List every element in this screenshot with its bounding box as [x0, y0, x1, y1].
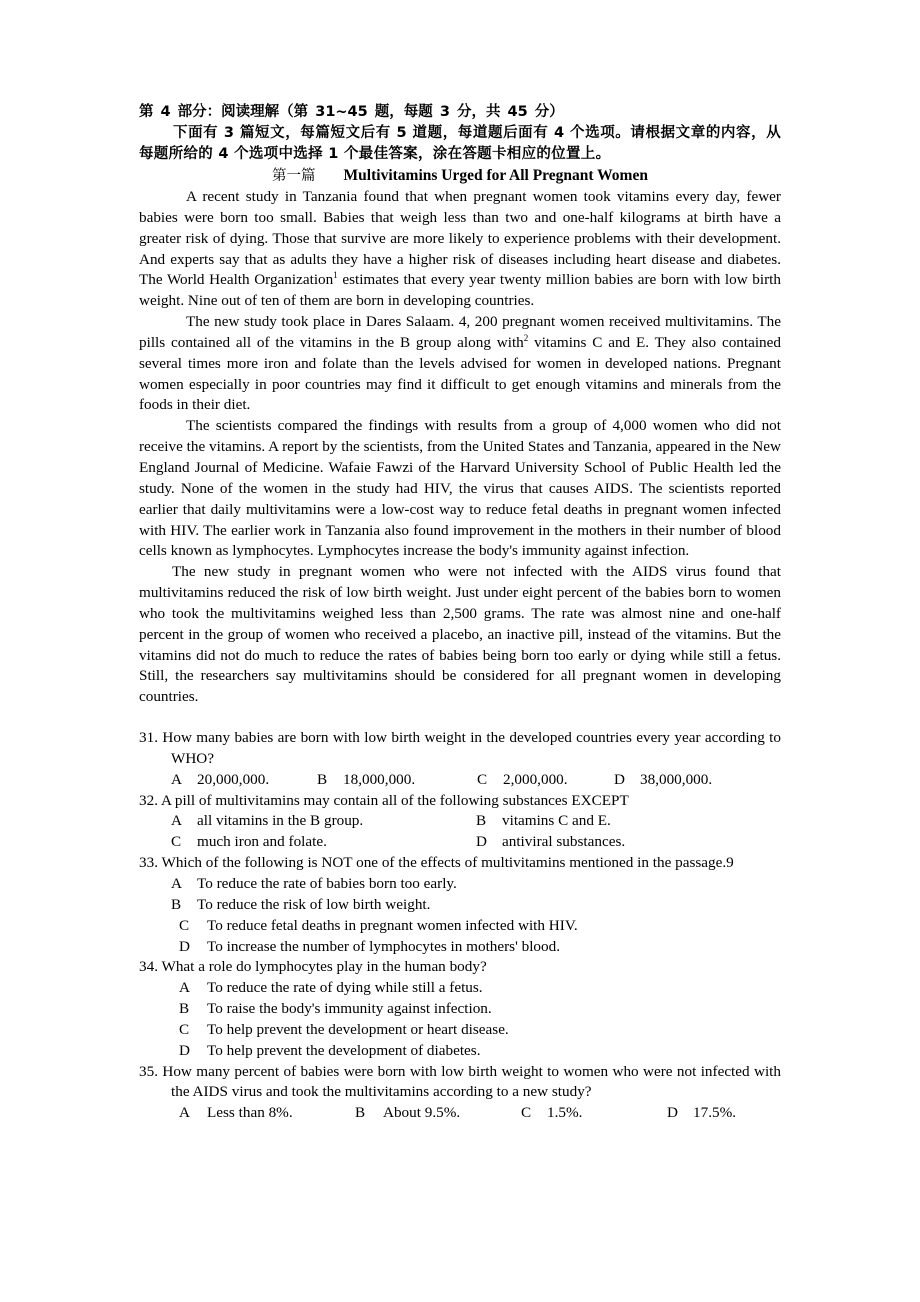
option-c[interactable] [171, 832, 476, 853]
option-text: 18,000,000. [343, 770, 416, 788]
passage-title-text: Multivitamins Urged for All Pregnant Women [343, 167, 648, 184]
question-31 [139, 728, 781, 791]
option-text: To reduce fetal deaths in pregnant women infected with HIV. [207, 916, 578, 934]
option-letter: A [179, 1104, 190, 1122]
option-text: To reduce the rate of dying while still a fetus. [207, 979, 483, 997]
option-text: vitamins C and E. [502, 812, 611, 830]
option-letter: A [171, 875, 182, 892]
question-stem: 35. How many percent of babies were born with low birth weight to women who were not infected with the AIDS virus and took the multivitamins according to a new study? [139, 1062, 781, 1101]
option-d[interactable] [667, 1103, 736, 1124]
paragraph-3: The scientists compared the findings with results from a group of 4,000 women who did not receive the vitamins. A report by the scientists, from the United States and Tanzania, appeared in the New England Journal of Medicine. Wafaie Fawzi of the Harvard University School of Public Health led the study. None of the women in the study had HIV, the virus that causes AIDS. The scientists reported earlier that daily multivitamins were a low-cost way to reduce fetal deaths in pregnant women infected with HIV. The earlier work in Tanzania also found improvement in the mothers in their number of blood cells known as lymphocytes. Lymphocytes increase the body's immunity against infection. [139, 417, 781, 560]
option-letter: B [179, 1000, 190, 1018]
option-b[interactable] [355, 1103, 521, 1124]
option-letter: A [179, 979, 190, 997]
option-text: antiviral substances. [502, 833, 626, 851]
option-letter: B [317, 770, 328, 788]
paragraph-2 [139, 312, 781, 416]
question-33 [139, 853, 781, 957]
option-text: all vitamins in the B group. [197, 812, 364, 830]
option-letter: C [179, 1020, 190, 1038]
question-stem: 33. Which of the following is NOT one of the effects of multivitamins mentioned in the passage.9 [139, 854, 734, 872]
option-letter: C [521, 1104, 532, 1122]
option-text: 20,000,000. [197, 770, 270, 788]
option-d[interactable] [139, 937, 781, 958]
question-stem: 31. How many babies are born with low birth weight in the developed countries every year according to WHO? [139, 729, 781, 767]
question-32 [139, 791, 781, 854]
option-a[interactable] [171, 770, 317, 791]
option-letter: D [179, 1041, 190, 1059]
option-letter: D [667, 1104, 678, 1122]
paragraph-1-text-b: estimates that every year twenty million babies are born with low birth weight. Nine out of ten of them are born in developing countries. [139, 271, 781, 310]
option-c[interactable] [139, 916, 781, 937]
question-stem: 34. What a role do lymphocytes play in the human body? [139, 958, 487, 976]
option-d[interactable] [614, 770, 712, 791]
paragraph-2-text-b: vitamins C and E. They also contained several times more iron and folate than the levels advised for women in developed nations. Pregnant women especially in poor countries may find it difficult to get enough vitamins and minerals from the foods in their diet. [139, 333, 781, 414]
question-34 [139, 957, 781, 1061]
footnote-marker-2: 2 [523, 332, 529, 343]
option-text: 2,000,000. [503, 770, 568, 788]
options [139, 770, 781, 791]
option-letter: C [171, 833, 182, 851]
question-35 [139, 1062, 781, 1125]
instructions: 下面有 3 篇短文，每篇短文后有 5 道题，每道题后面有 4 个选项。请根据文章的内容，从每题所给的 4 个选项中选择 1 个最佳答案，涂在答题卡相应的位置上。 [139, 125, 781, 162]
option-text: 38,000,000. [640, 770, 713, 788]
passage-title [139, 165, 781, 187]
paragraph-1-text-a: A recent study in Tanzania found that when pregnant women took vitamins every day, fewer babies were born too small. Babies that weigh less than two and one-half kilograms at birth have a greater risk of dying. Those that survive are more likely to experience problems with their development. And experts say that as adults they have a higher risk of diseases including heart disease and diabetes. The World Health Organization [139, 188, 781, 289]
option-letter: B [476, 812, 487, 830]
option-letter: B [171, 895, 182, 913]
option-text: About 9.5%. [383, 1104, 461, 1122]
option-letter: C [477, 770, 488, 788]
option-text: To increase the number of lymphocytes in mothers' blood. [207, 937, 561, 955]
option-text: Less than 8%. [207, 1104, 293, 1122]
options-row-1 [139, 811, 781, 832]
spacer [139, 708, 781, 728]
option-c[interactable] [477, 770, 614, 791]
option-d[interactable] [476, 832, 781, 853]
paragraph-1 [139, 187, 781, 312]
option-b[interactable] [317, 770, 477, 791]
option-text: 17.5%. [693, 1104, 737, 1122]
option-text: To reduce the rate of babies born too early. [197, 875, 457, 892]
option-b[interactable] [139, 999, 781, 1020]
option-c[interactable] [139, 1020, 781, 1041]
option-letter: B [355, 1104, 366, 1122]
option-text: much iron and folate. [197, 833, 327, 851]
option-text: To reduce the risk of low birth weight. [197, 895, 431, 913]
option-letter: A [171, 812, 182, 830]
question-stem: 32. A pill of multivitamins may contain all of the following substances EXCEPT [139, 791, 629, 809]
paragraph-4: The new study in pregnant women who were not infected with the AIDS virus found that multivitamins reduced the risk of low birth weight. Just under eight percent of the babies born to women who took the multivitamins weighed less than 2,500 grams. The rate was almost nine and one-half percent in the group of women who received a placebo, an inactive pill, instead of the vitamins. But the vitamins did not do much to reduce the rates of babies being born too early or dying while still a fetus. Still, the researchers say multivitamins should be considered for all pregnant women in developing countries. [139, 563, 781, 706]
option-a[interactable] [139, 874, 781, 895]
reading-section [139, 102, 781, 1124]
option-c[interactable] [521, 1103, 667, 1124]
option-text: 1.5%. [547, 1104, 583, 1122]
paragraph-2-text-a: The new study took place in Dares Salaam. 4, 200 pregnant women received multivitamins. The pills contained all of the vitamins in the B group along with [139, 313, 781, 351]
option-letter: D [614, 770, 625, 788]
option-letter: D [476, 833, 487, 851]
option-b[interactable] [139, 895, 781, 916]
option-letter: C [179, 916, 190, 934]
section-heading: 第 4 部分：阅读理解（第 31~45 题，每题 3 分，共 45 分） [139, 104, 564, 120]
option-letter: D [179, 937, 190, 955]
option-a[interactable] [179, 1103, 355, 1124]
footnote-marker-1: 1 [333, 270, 338, 281]
option-text: To raise the body's immunity against infection. [207, 1000, 492, 1018]
option-text: To help prevent the development of diabetes. [207, 1041, 481, 1059]
option-a[interactable] [139, 978, 781, 999]
option-text: To help prevent the development or heart disease. [207, 1020, 509, 1038]
options [139, 1103, 781, 1124]
option-letter: A [171, 770, 182, 788]
option-a[interactable] [171, 811, 476, 832]
option-b[interactable] [476, 811, 781, 832]
option-d[interactable] [139, 1041, 781, 1062]
passage-label: 第一篇 [272, 168, 316, 184]
options-row-2 [139, 832, 781, 853]
